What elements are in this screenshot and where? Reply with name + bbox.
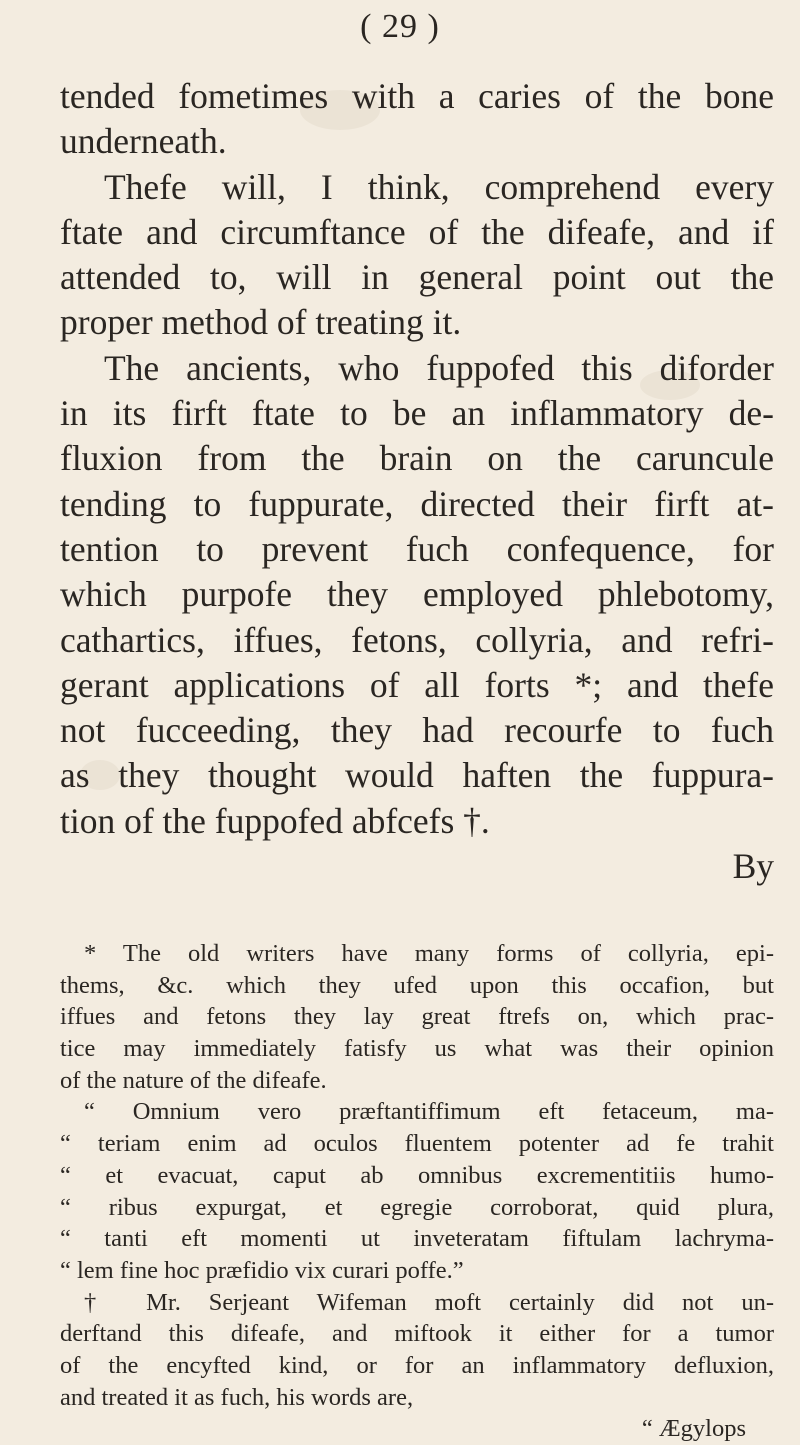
footnote-line: iffues and fetons they lay great ftrefs on, which prac- bbox=[60, 1003, 774, 1031]
text-line: in its firft ftate to be an inflammatory de- bbox=[60, 393, 774, 434]
footnote-line: “ Omnium vero præftantiffimum eft fetaceum, ma- bbox=[84, 1098, 774, 1126]
text-line: tending to fuppurate, directed their firft at- bbox=[60, 483, 774, 524]
footnote-line: “ ribus expurgat, et egregie corroborat, quid plura, bbox=[60, 1193, 774, 1221]
text-line: ftate and circumftance of the difeafe, and if bbox=[60, 211, 774, 252]
text-line: which purpofe they employed phlebotomy, bbox=[60, 574, 774, 615]
text-line: fluxion from the brain on the caruncule bbox=[60, 438, 774, 479]
text-line: proper method of treating it. bbox=[60, 302, 462, 343]
catchword: By bbox=[732, 846, 774, 887]
footnote-line: “ et evacuat, caput ab omnibus excrementitiis humo- bbox=[60, 1161, 774, 1189]
text-line: as they thought would haften the fuppura- bbox=[60, 755, 774, 796]
catchword: “ Ægylops bbox=[641, 1415, 746, 1443]
text-line: The ancients, who fuppofed this diforder bbox=[104, 347, 774, 388]
text-line: not fucceeding, they had recourfe to fuch bbox=[60, 710, 774, 751]
footnote-line: thems, &c. which they ufed upon this occafion, but bbox=[60, 971, 774, 999]
footnote-line: of the nature of the difeafe. bbox=[60, 1066, 327, 1094]
footnote-line: “ tanti eft momenti ut inveteratam fiftulam lachryma- bbox=[60, 1225, 774, 1253]
text-line: tion of the fuppofed abfcefs †. bbox=[60, 800, 490, 841]
footnote-line: of the encyfted kind, or for an inflammatory defluxion, bbox=[60, 1351, 774, 1379]
text-line: cathartics, iffues, fetons, collyria, and refri- bbox=[60, 619, 774, 660]
footnote-line: † Mr. Serjeant Wifeman moft certainly did not un- bbox=[84, 1288, 774, 1316]
page-number: ( 29 ) bbox=[360, 8, 440, 45]
text-line: tended fometimes with a caries of the bone bbox=[60, 76, 774, 116]
footnote-line: derftand this difeafe, and miftook it either for a tumor bbox=[60, 1320, 774, 1348]
text-line: tention to prevent fuch confequence, for bbox=[60, 528, 774, 569]
footnote-line: “ teriam enim ad oculos fluentem potenter ad fe trahit bbox=[60, 1130, 774, 1158]
text-line: gerant applications of all forts *; and thefe bbox=[60, 664, 774, 705]
text-line: underneath. bbox=[60, 121, 227, 162]
footnotes bbox=[60, 938, 774, 1445]
footnote-line: tice may immediately fatisfy us what was their opinion bbox=[60, 1035, 774, 1063]
footnote-line: * The old writers have many forms of collyria, epi- bbox=[84, 940, 774, 967]
text-line: Thefe will, I think, comprehend every bbox=[104, 166, 774, 207]
footnote-line: “ lem fine hoc præfidio vix curari poffe.” bbox=[60, 1256, 464, 1284]
text-line: attended to, will in general point out the bbox=[60, 257, 774, 298]
main-text bbox=[60, 74, 774, 889]
footnote-line: and treated it as fuch, his words are, bbox=[60, 1383, 414, 1411]
